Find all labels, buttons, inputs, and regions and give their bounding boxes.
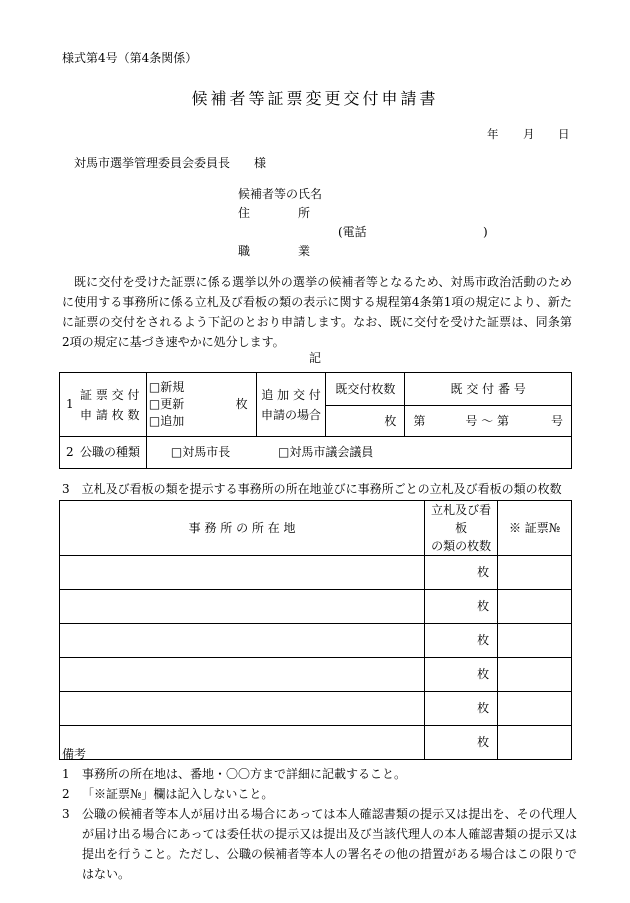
count-unit: 枚 xyxy=(235,397,248,411)
address-label-char1: 住 xyxy=(238,206,251,220)
cert-cell xyxy=(498,556,572,590)
count-cell[interactable] xyxy=(425,692,498,726)
table-row xyxy=(60,658,572,692)
count-unit: 枚 xyxy=(477,735,490,750)
phone-close: ) xyxy=(483,225,488,239)
note-text: 「※証票№」欄は記入しないこと。 xyxy=(82,787,274,801)
ki-heading: 記 xyxy=(308,351,321,365)
issued-count-header: 既交付枚数 xyxy=(326,373,405,406)
count-cell[interactable] xyxy=(425,624,498,658)
note-number: 3 xyxy=(62,807,70,821)
option-add[interactable]: □追加 xyxy=(148,414,185,428)
date-day: 日 xyxy=(558,127,570,141)
location-cell[interactable] xyxy=(60,624,425,658)
note-number: 2 xyxy=(62,787,70,801)
row2-label: 公職の種類 xyxy=(80,445,141,460)
note-item xyxy=(62,804,577,884)
note-text: 公職の候補者等本人が届け出る場合にあっては本人確認書類の提示又は提出を、その代理人が届け出る場合にあっては委任状の提示又は提出及び当該代理人の本人確認書類の提示又は提出を行うこと。ただし、公職の候補者等本人の署名その他の措置がある場合はこの限りではない。 xyxy=(82,807,577,881)
form-number: 様式第4号（第4条関係） xyxy=(62,51,198,65)
row1-number: 1 xyxy=(66,397,74,412)
count-header xyxy=(425,501,498,556)
cert-cell xyxy=(498,658,572,692)
cert-number-header: ※ 証票№ xyxy=(498,501,572,556)
go-end: 号 xyxy=(550,414,563,428)
count-unit: 枚 xyxy=(477,667,490,682)
issued-count-unit: 枚 xyxy=(384,413,397,428)
option-council[interactable]: □対馬市議会議員 xyxy=(278,445,374,460)
location-cell[interactable] xyxy=(60,590,425,624)
issued-count-cell[interactable] xyxy=(326,406,405,437)
issue-type-cell xyxy=(146,373,256,437)
count-cell[interactable] xyxy=(425,556,498,590)
table-row xyxy=(60,590,572,624)
notes-heading: 備考 xyxy=(62,747,87,761)
applicant-address-label xyxy=(238,205,311,221)
count-header-b: の類の枚数 xyxy=(431,539,492,553)
document-title: 候補者等証票変更交付申請書 xyxy=(191,89,439,108)
location-cell[interactable] xyxy=(60,692,425,726)
count-unit: 枚 xyxy=(477,633,490,648)
office-type-cell xyxy=(146,437,571,469)
table-row xyxy=(60,624,572,658)
row2-label-cell xyxy=(60,437,147,469)
row1-label-cell xyxy=(60,373,147,437)
section3-title: 3 立札及び看板の類を提示する事務所の所在地並びに事務所ごとの立札及び看板の類の枚数 xyxy=(62,482,562,496)
dai-1: 第 xyxy=(413,414,426,428)
applicant-name-label: 候補者等の氏名 xyxy=(238,187,323,201)
applicant-occupation-label xyxy=(238,243,311,259)
note-item xyxy=(62,784,577,804)
note-text: 事務所の所在地は、番地・〇〇方まで詳細に記載すること。 xyxy=(82,767,407,781)
phone-label: (電話 xyxy=(338,225,367,239)
note-number: 1 xyxy=(62,767,70,781)
note-item xyxy=(62,764,577,784)
row1-label-b: 申 請 枚 数 xyxy=(80,407,140,422)
count-header-a: 立札及び看板 xyxy=(431,503,492,535)
cert-cell xyxy=(498,590,572,624)
add-label-a: 追 加 交 付 xyxy=(261,387,321,402)
count-unit: 枚 xyxy=(477,599,490,614)
count-unit: 枚 xyxy=(477,701,490,716)
occupation-label-char2: 業 xyxy=(298,244,311,258)
issued-number-cell[interactable] xyxy=(405,406,572,437)
location-cell[interactable] xyxy=(60,658,425,692)
count-unit: 枚 xyxy=(477,565,490,580)
body-paragraph: 既に交付を受けた証票に係る選挙以外の選挙の候補者等となるため、対馬市政治活動のために使用する事務所に係る立札及び看板の類の表示に関する規程第4条第1項の規定により、新たに証票の交付をされるよう下記のとおり申請します。なお、既に交付を受けた証票は、同条第2項の規定に基づき速やかに処分します。 xyxy=(62,275,572,349)
count-cell[interactable] xyxy=(425,658,498,692)
application-table xyxy=(59,372,572,469)
cert-cell xyxy=(498,624,572,658)
row1-label-a: 証 票 交 付 xyxy=(80,387,140,402)
row2-number: 2 xyxy=(66,445,74,460)
option-mayor[interactable]: □対馬市長 xyxy=(170,445,231,460)
date-month: 月 xyxy=(523,127,535,141)
option-new[interactable]: □新規 xyxy=(148,380,185,394)
cert-cell xyxy=(498,692,572,726)
location-header: 事 務 所 の 所 在 地 xyxy=(60,501,425,556)
count-cell[interactable] xyxy=(425,590,498,624)
table-row xyxy=(60,556,572,590)
notes-section xyxy=(62,744,577,884)
issued-number-header: 既 交 付 番 号 xyxy=(405,373,572,406)
add-issue-label-cell xyxy=(256,373,326,437)
table-row xyxy=(60,692,572,726)
location-cell[interactable] xyxy=(60,556,425,590)
occupation-label-char1: 職 xyxy=(238,244,251,258)
add-label-b: 申請の場合 xyxy=(261,407,322,422)
go-tilde-dai: 号 ～ 第 xyxy=(465,414,509,428)
option-renew[interactable]: □更新 xyxy=(148,397,185,411)
date-year: 年 xyxy=(487,127,499,141)
office-locations-table xyxy=(59,500,572,760)
address-label-char2: 所 xyxy=(298,206,311,220)
addressee: 対馬市選挙管理委員会委員長 様 xyxy=(74,156,267,170)
